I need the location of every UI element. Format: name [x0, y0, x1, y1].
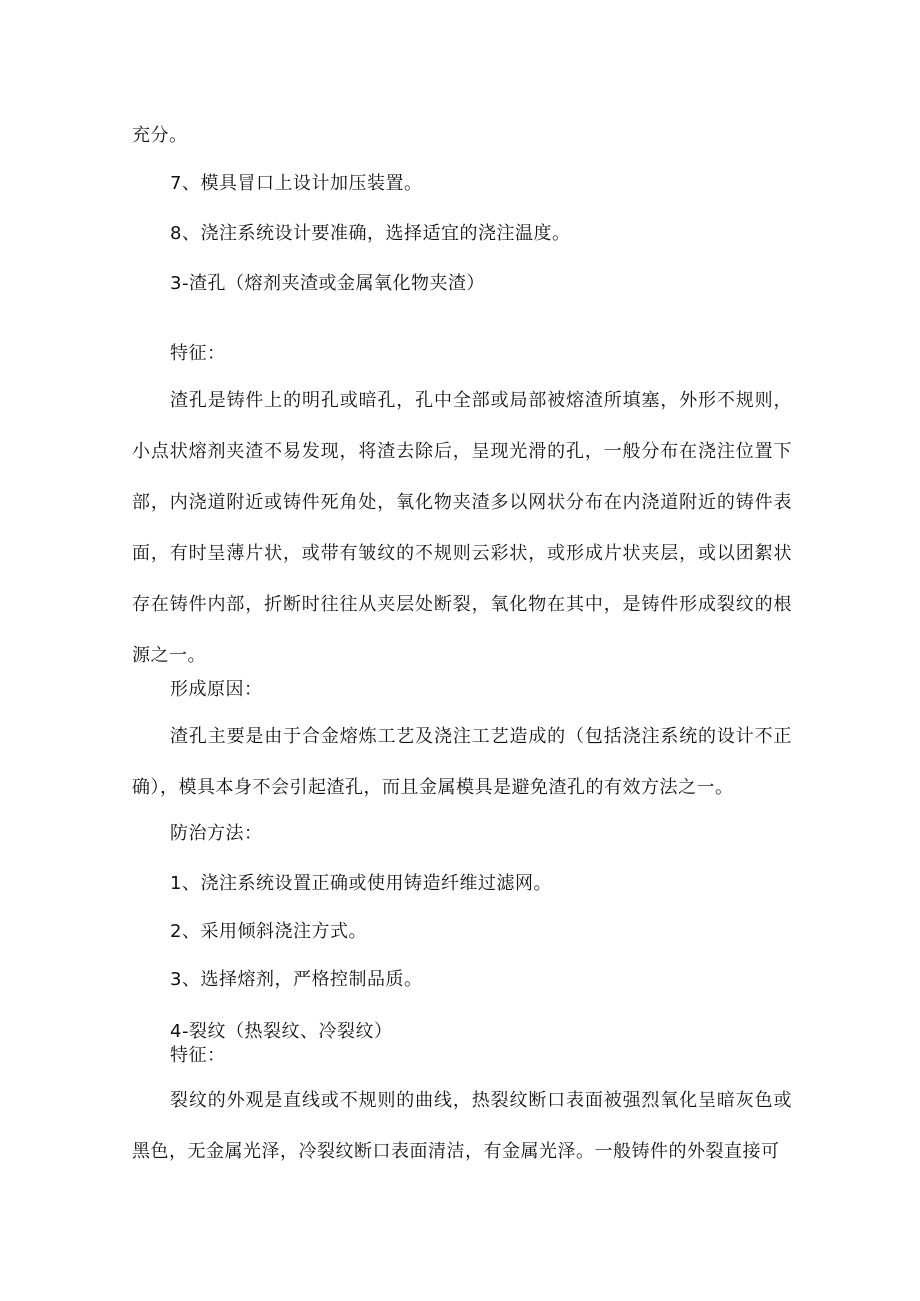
list-item: 3、选择熔剂，严格控制品质。: [170, 969, 423, 990]
subheading-prevention: 防治方法：: [170, 823, 263, 844]
text-line: 7、模具冒口上设计加压装置。: [170, 173, 423, 194]
paragraph-cause: 渣孔主要是由于合金熔炼工艺及浇注工艺造成的（包括浇注系统的设计不正确），模具本身不会引起渣孔，而且金属模具是避免渣孔的有效方法之一。: [132, 726, 792, 798]
subheading-feature: 特征：: [170, 1045, 226, 1066]
list-item: 1、浇注系统设置正确或使用铸造纤维过滤网。: [170, 873, 552, 894]
list-item: 2、采用倾斜浇注方式。: [170, 921, 367, 942]
subheading-cause: 形成原因：: [170, 679, 263, 700]
subheading-feature: 特征：: [170, 343, 226, 364]
paragraph-feature: 渣孔是铸件上的明孔或暗孔，孔中全部或局部被熔渣所填塞，外形不规则，小点状熔剂夹渣不易发现，将渣去除后，呈现光滑的孔，一般分布在浇注位置下部，内浇道附近或铸件死角处，氧化物夹渣多以网状分布在内浇道附近的铸件表面，有时呈薄片状，或带有皱纹的不规则云彩状，或形成片状夹层，或以团絮状存在铸件内部，折断时往往从夹层处断裂，氧化物在其中，是铸件形成裂纹的根源之一。: [132, 390, 792, 666]
text-line: 充分。: [132, 125, 188, 146]
section-heading: 3-渣孔（熔剂夹渣或金属氧化物夹渣）: [170, 273, 485, 294]
text-line: 8、浇注系统设计要准确，选择适宜的浇注温度。: [170, 223, 571, 244]
section-heading: 4-裂纹（热裂纹、冷裂纹）: [170, 1021, 393, 1042]
paragraph-crack-feature: 裂纹的外观是直线或不规则的曲线，热裂纹断口表面被强烈氧化呈暗灰色或黑色，无金属光泽，冷裂纹断口表面清洁，有金属光泽。一般铸件的外裂直接可: [132, 1090, 792, 1162]
